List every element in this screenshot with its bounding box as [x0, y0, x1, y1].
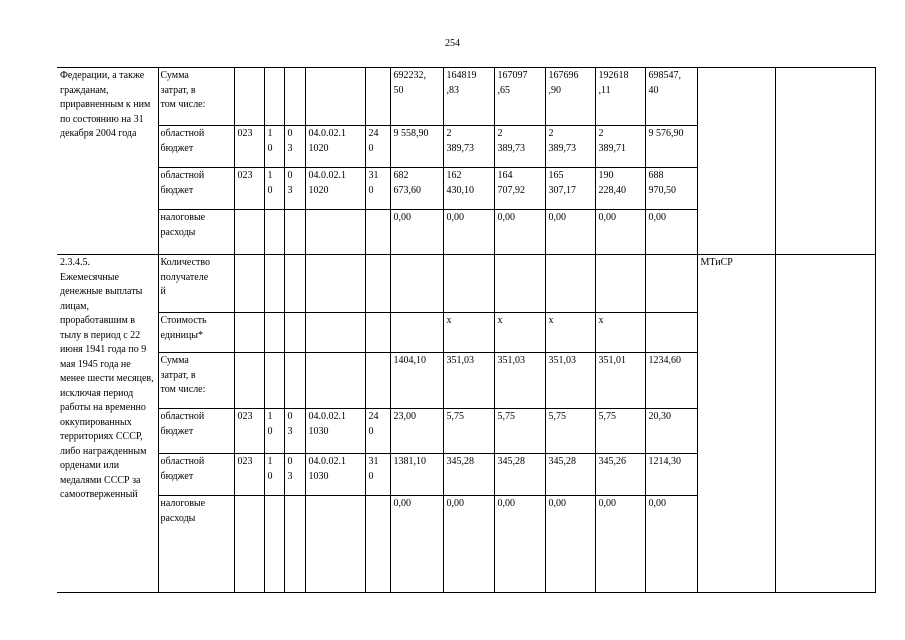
cell-total: 0,00	[390, 496, 443, 593]
cell-rz: 1 0	[264, 454, 284, 496]
result-cell	[775, 68, 875, 255]
cell-y3: х	[545, 313, 595, 353]
cell-rz	[264, 210, 284, 255]
cell-rz	[264, 313, 284, 353]
budget-table	[57, 67, 876, 593]
cell-y3	[545, 255, 595, 313]
cell-y5: 0,00	[645, 210, 697, 255]
cell-rz	[264, 496, 284, 593]
cell-csr	[305, 255, 365, 313]
cell-label: областной бюджет	[158, 126, 234, 168]
page-number: 254	[445, 38, 460, 49]
cell-pr	[284, 496, 305, 593]
cell-grbs: 023	[234, 126, 264, 168]
cell-csr: 04.0.02.1 1020	[305, 168, 365, 210]
cell-y1: 162 430,10	[443, 168, 494, 210]
cell-vr: 31 0	[365, 454, 390, 496]
cell-y4: 5,75	[595, 409, 645, 454]
cell-y2: х	[494, 313, 545, 353]
cell-y5	[645, 255, 697, 313]
cell-y3: 165 307,17	[545, 168, 595, 210]
cell-grbs	[234, 255, 264, 313]
cell-pr	[284, 255, 305, 313]
cell-vr: 24 0	[365, 126, 390, 168]
cell-pr	[284, 313, 305, 353]
cell-y2: 351,03	[494, 353, 545, 409]
cell-csr	[305, 313, 365, 353]
table-row	[57, 255, 875, 313]
cell-y2: 2 389,73	[494, 126, 545, 168]
cell-vr	[365, 496, 390, 593]
cell-y4	[595, 255, 645, 313]
result-cell	[775, 255, 875, 593]
cell-y2: 0,00	[494, 496, 545, 593]
cell-rz: 1 0	[264, 168, 284, 210]
cell-vr	[365, 353, 390, 409]
cell-total	[390, 255, 443, 313]
cell-label: Стоимость единицы*	[158, 313, 234, 353]
cell-label: областной бюджет	[158, 454, 234, 496]
cell-y4: 0,00	[595, 496, 645, 593]
cell-y2: 167097 ,65	[494, 68, 545, 126]
cell-pr	[284, 68, 305, 126]
cell-grbs	[234, 353, 264, 409]
cell-rz	[264, 68, 284, 126]
cell-csr: 04.0.02.1 1030	[305, 454, 365, 496]
cell-y3: 2 389,73	[545, 126, 595, 168]
cell-grbs	[234, 68, 264, 126]
cell-y1: 0,00	[443, 496, 494, 593]
cell-rz	[264, 255, 284, 313]
cell-total: 1381,10	[390, 454, 443, 496]
cell-y4: х	[595, 313, 645, 353]
cell-rz	[264, 353, 284, 409]
cell-rz: 1 0	[264, 409, 284, 454]
cell-y3: 167696 ,90	[545, 68, 595, 126]
cell-csr	[305, 353, 365, 409]
cell-csr: 04.0.02.1 1030	[305, 409, 365, 454]
cell-label: областной бюджет	[158, 409, 234, 454]
table-body	[57, 68, 875, 593]
cell-y1: 5,75	[443, 409, 494, 454]
cell-total: 1404,10	[390, 353, 443, 409]
cell-pr	[284, 353, 305, 409]
cell-grbs: 023	[234, 168, 264, 210]
cell-y5: 698547, 40	[645, 68, 697, 126]
cell-csr	[305, 496, 365, 593]
cell-y3: 0,00	[545, 210, 595, 255]
measure-description: Федерации, а также гражданам, приравненным к ним по состоянию на 31 декабря 2004 года	[57, 68, 158, 255]
cell-pr	[284, 210, 305, 255]
cell-label: Сумма затрат, в том числе:	[158, 68, 234, 126]
cell-y4: 2 389,71	[595, 126, 645, 168]
cell-y2: 0,00	[494, 210, 545, 255]
table-row	[57, 68, 875, 126]
cell-total: 692232, 50	[390, 68, 443, 126]
cell-label: Сумма затрат, в том числе:	[158, 353, 234, 409]
cell-label: налоговые расходы	[158, 496, 234, 593]
cell-y5: 9 576,90	[645, 126, 697, 168]
cell-y1	[443, 255, 494, 313]
cell-grbs	[234, 210, 264, 255]
cell-pr: 0 3	[284, 454, 305, 496]
cell-grbs	[234, 313, 264, 353]
cell-total: 23,00	[390, 409, 443, 454]
cell-total: 0,00	[390, 210, 443, 255]
cell-total	[390, 313, 443, 353]
cell-vr	[365, 313, 390, 353]
cell-y4: 0,00	[595, 210, 645, 255]
cell-y5	[645, 313, 697, 353]
cell-y5: 688 970,50	[645, 168, 697, 210]
cell-grbs: 023	[234, 409, 264, 454]
cell-total: 9 558,90	[390, 126, 443, 168]
cell-y5: 1234,60	[645, 353, 697, 409]
executor-cell: МТиСР	[697, 255, 775, 593]
cell-y5: 20,30	[645, 409, 697, 454]
cell-y2: 5,75	[494, 409, 545, 454]
cell-vr: 31 0	[365, 168, 390, 210]
cell-y5: 1214,30	[645, 454, 697, 496]
cell-y5: 0,00	[645, 496, 697, 593]
cell-y1: 2 389,73	[443, 126, 494, 168]
cell-y1: 345,28	[443, 454, 494, 496]
cell-y4: 345,26	[595, 454, 645, 496]
cell-pr: 0 3	[284, 126, 305, 168]
cell-total: 682 673,60	[390, 168, 443, 210]
cell-y2	[494, 255, 545, 313]
cell-y3: 351,03	[545, 353, 595, 409]
cell-y1: 164819 ,83	[443, 68, 494, 126]
cell-csr	[305, 68, 365, 126]
cell-label: Количество получателе й	[158, 255, 234, 313]
cell-pr: 0 3	[284, 409, 305, 454]
cell-y2: 345,28	[494, 454, 545, 496]
cell-vr	[365, 210, 390, 255]
cell-y1: 0,00	[443, 210, 494, 255]
cell-grbs: 023	[234, 454, 264, 496]
cell-rz: 1 0	[264, 126, 284, 168]
cell-label: налоговые расходы	[158, 210, 234, 255]
cell-pr: 0 3	[284, 168, 305, 210]
cell-y1: 351,03	[443, 353, 494, 409]
cell-y2: 164 707,92	[494, 168, 545, 210]
cell-csr: 04.0.02.1 1020	[305, 126, 365, 168]
cell-y3: 0,00	[545, 496, 595, 593]
cell-y4: 351,01	[595, 353, 645, 409]
cell-vr	[365, 68, 390, 126]
cell-vr: 24 0	[365, 409, 390, 454]
measure-description: 2.3.4.5. Ежемесячные денежные выплаты лицам, проработавшим в тылу в период с 22 июня 1941 года по 9 мая 1945 года не менее шести месяцев, исключая период работы на временно оккупированных территориях СССР, либо награжденным орденами или медалями СССР за самоотверженный	[57, 255, 158, 593]
cell-csr	[305, 210, 365, 255]
executor-cell	[697, 68, 775, 255]
cell-y4: 192618 ,11	[595, 68, 645, 126]
cell-vr	[365, 255, 390, 313]
cell-grbs	[234, 496, 264, 593]
cell-y4: 190 228,40	[595, 168, 645, 210]
cell-y3: 5,75	[545, 409, 595, 454]
cell-label: областной бюджет	[158, 168, 234, 210]
cell-y3: 345,28	[545, 454, 595, 496]
cell-y1: х	[443, 313, 494, 353]
